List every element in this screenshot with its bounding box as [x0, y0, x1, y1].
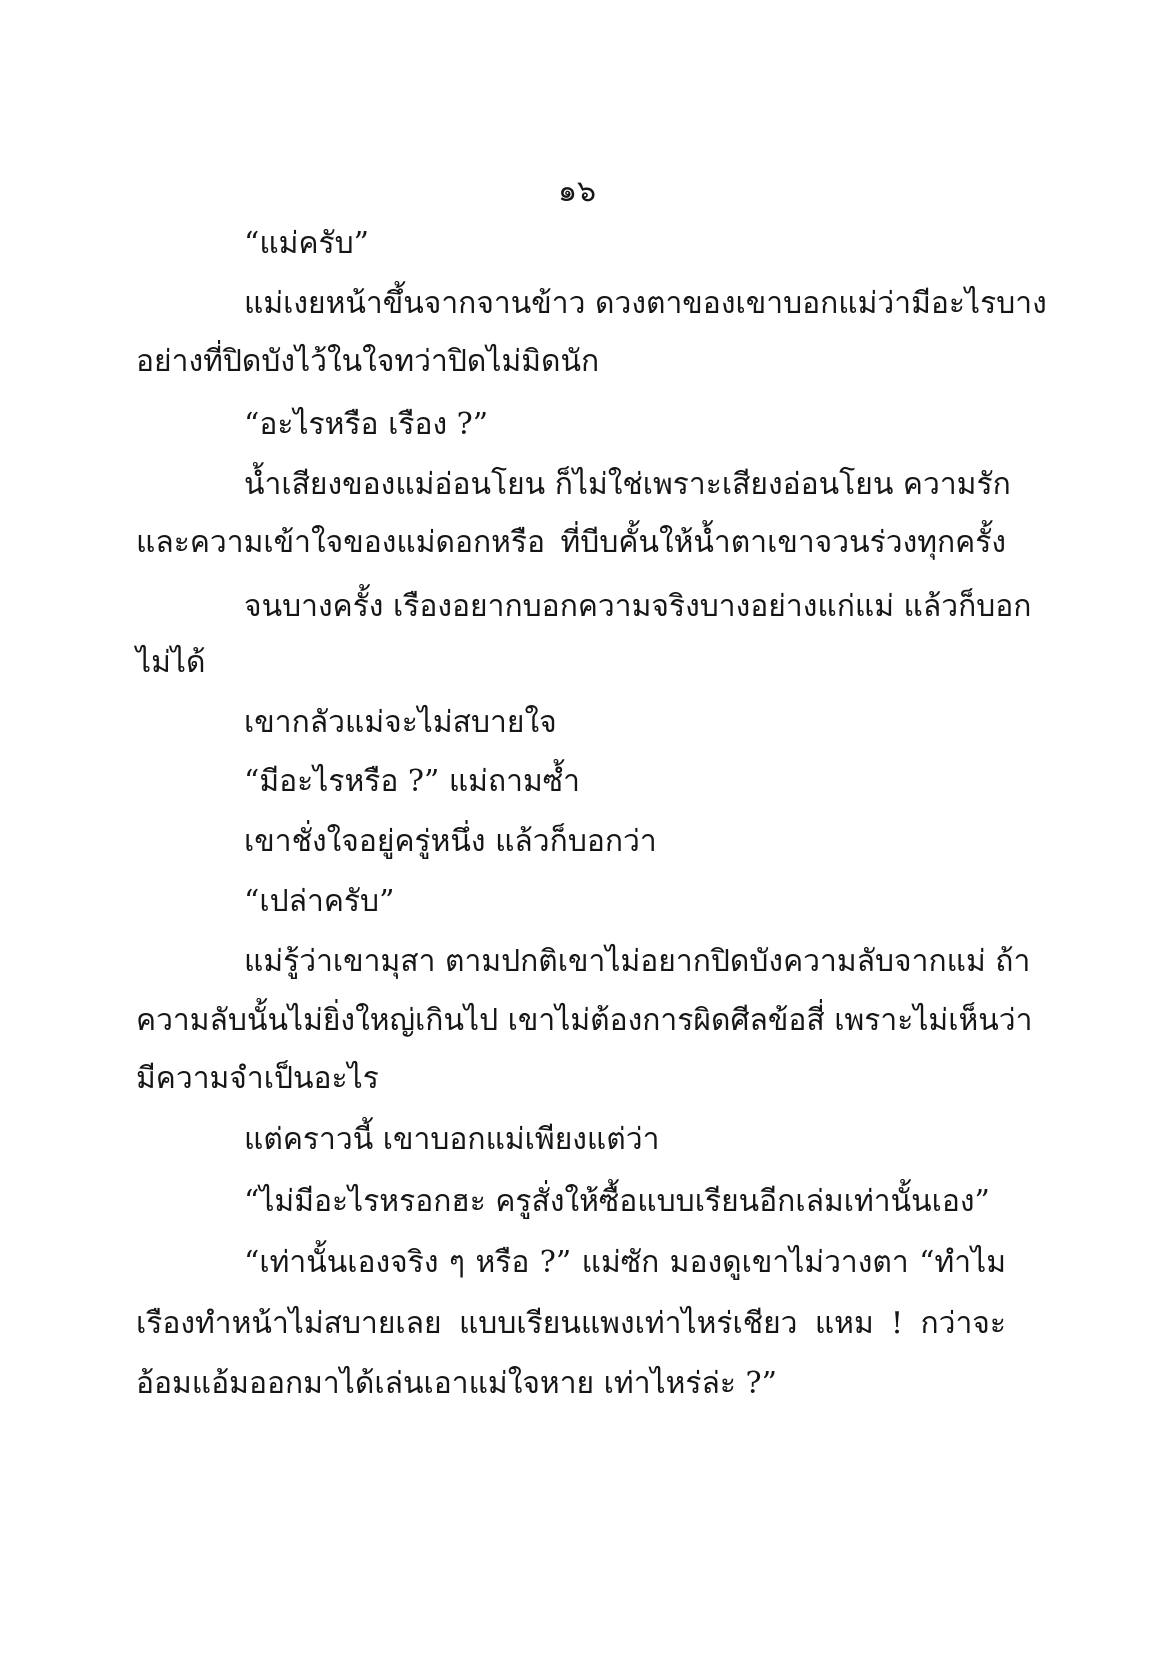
text-line: แม่รู้ว่าเขามุสา ตามปกติเขาไม่อยากปิดบังความลับจากแม่ ถ้า — [244, 944, 1031, 979]
text-line: มีความจำเป็นอะไร — [136, 1061, 379, 1096]
text-line: ไม่ได้ — [136, 645, 206, 680]
page-number: ๑๖ — [557, 174, 597, 209]
text-line: เรืองทำหน้าไม่สบายเลย แบบเรียนแพงเท่าไหร่เชียว แหม ! กว่าจะ — [136, 1306, 1006, 1341]
text-line: เขาชั่งใจอยู่ครู่หนึ่ง แล้วก็บอกว่า — [244, 824, 657, 859]
text-line: แม่เงยหน้าขึ้นจากจานข้าว ดวงตาของเขาบอกแม่ว่ามีอะไรบาง — [244, 286, 1047, 321]
text-line: “มีอะไรหรือ ?” แม่ถามซ้ำ — [244, 764, 580, 799]
text-line: จนบางครั้ง เรืองอยากบอกความจริงบางอย่างแก่แม่ แล้วก็บอก — [244, 589, 1032, 624]
text-line: “อะไรหรือ เรือง ?” — [244, 407, 489, 442]
text-line: “เปล่าครับ” — [244, 884, 395, 919]
text-line: “แม่ครับ” — [244, 226, 370, 261]
text-line: ความลับนั้นไม่ยิ่งใหญ่เกินไป เขาไม่ต้องการผิดศีลข้อสี่ เพราะไม่เห็นว่า — [136, 1003, 1033, 1038]
text-line: อย่างที่ปิดบังไว้ในใจทว่าปิดไม่มิดนัก — [136, 344, 600, 379]
text-line: เขากลัวแม่จะไม่สบายใจ — [244, 705, 557, 740]
text-line: และความเข้าใจของแม่ดอกหรือ ที่บีบคั้นให้น้ำตาเขาจวนร่วงทุกครั้ง — [136, 525, 1006, 560]
text-line: แต่คราวนี้ เขาบอกแม่เพียงแต่ว่า — [244, 1122, 660, 1157]
text-line: น้ำเสียงของแม่อ่อนโยน ก็ไม่ใช่เพราะเสียงอ่อนโยน ความรัก — [244, 467, 1011, 502]
text-line: อ้อมแอ้มออกมาได้เล่นเอาแม่ใจหาย เท่าไหร่ล่ะ ?” — [136, 1366, 777, 1401]
text-line: “ไม่มีอะไรหรอกฮะ ครูสั่งให้ซื้อแบบเรียนอีกเล่มเท่านั้นเอง” — [244, 1184, 990, 1219]
text-line: “เท่านั้นเองจริง ๆ หรือ ?” แม่ซัก มองดูเขาไม่วางตา “ทำไม — [244, 1245, 1006, 1280]
